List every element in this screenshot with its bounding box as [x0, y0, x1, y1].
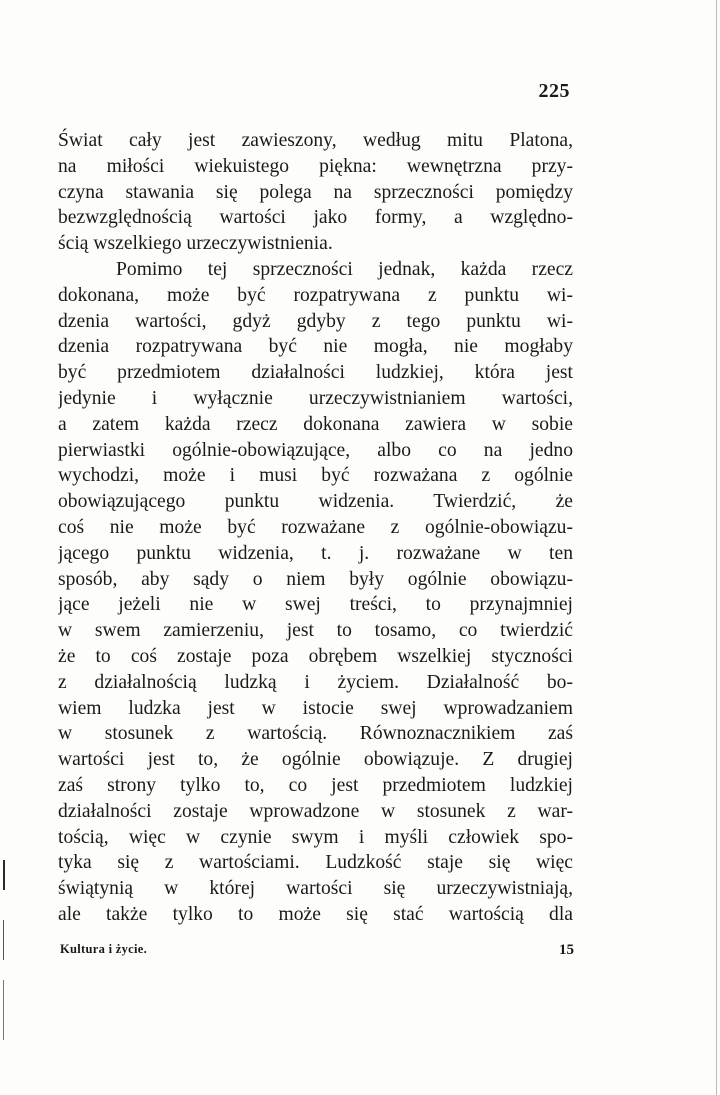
body-text: [58, 128, 573, 928]
text-line: sposób, aby sądy o niem były ogólnie obowiązu-: [58, 568, 573, 590]
text-line: Pomimo tej sprzeczności jednak, każda rzecz: [116, 258, 573, 280]
text-line: a zatem każda rzecz dokonana zawiera w sobie: [58, 413, 573, 435]
text-line: na miłości wiekuistego piękna: wewnętrzna przy-: [58, 155, 573, 177]
text-line: wartości jest to, że ogólnie obowiązuje. Z drugiej: [58, 749, 573, 771]
text-line: zaś strony tylko to, co jest przedmiotem ludzkiej: [58, 774, 573, 796]
page-footer: [60, 942, 574, 959]
text-line: Świat cały jest zawieszony, według mitu Platona,: [58, 130, 573, 151]
scan-edge-mark: [714, 0, 718, 1095]
text-line: jedynie i wyłącznie urzeczywistnianiem wartości,: [58, 387, 573, 409]
text-line: coś nie może być rozważane z ogólnie-obowiązu-: [58, 516, 573, 538]
text-line: w swem zamierzeniu, jest to tosamo, co twierdzić: [58, 620, 573, 642]
text-line: być przedmiotem działalności ludzkiej, która jest: [58, 362, 573, 384]
text-line: pierwiastki ogólnie-obowiązujące, albo co na jedno: [58, 439, 573, 461]
text-line: w stosunek z wartością. Równoznacznikiem zaś: [58, 723, 573, 745]
text-line: czyna stawania się polega na sprzeczności pomiędzy: [58, 181, 573, 203]
text-line: obowiązującego punktu widzenia. Twierdzić, że: [58, 491, 573, 513]
text-line: jącego punktu widzenia, t. j. rozważane w ten: [58, 542, 573, 564]
text-line: wiem ludzka jest w istocie swej wprowadzaniem: [58, 697, 573, 719]
text-line: dokonana, może być rozpatrywana z punktu wi-: [58, 284, 573, 306]
text-line: świątynią w której wartości się urzeczywistniają,: [58, 878, 573, 900]
signature-mark: 15: [559, 942, 574, 958]
text-line: z działalnością ludzką i życiem. Działalność bo-: [58, 671, 573, 693]
text-line: dzenia rozpatrywana być nie mogła, nie mogłaby: [58, 336, 573, 358]
text-line: dzenia wartości, gdyż gdyby z tego punktu wi-: [58, 310, 573, 332]
text-line: ale także tylko to może się stać wartością dla: [58, 903, 573, 925]
page-number: 225: [538, 80, 570, 102]
text-line: tością, więc w czynie swym i myśli człowiek spo-: [58, 826, 573, 848]
text-line: że to coś zostaje poza obrębem wszelkiej styczności: [58, 645, 573, 667]
text-line: bezwzględnością wartości jako formy, a względno-: [58, 207, 573, 229]
text-line: jące jeżeli nie w swej treści, to przynajmniej: [58, 594, 573, 616]
text-line: ścią wszelkiego urzeczywistnienia.: [58, 233, 333, 255]
scan-edge-mark: [2, 860, 6, 1060]
text-line: wychodzi, może i musi być rozważana z ogólnie: [58, 465, 573, 487]
signature-title: Kultura i życie.: [60, 942, 148, 956]
text-line: tyka się z wartościami. Ludzkość staje się więc: [58, 852, 573, 874]
text-line: działalności zostaje wprowadzone w stosunek z war-: [58, 800, 573, 822]
